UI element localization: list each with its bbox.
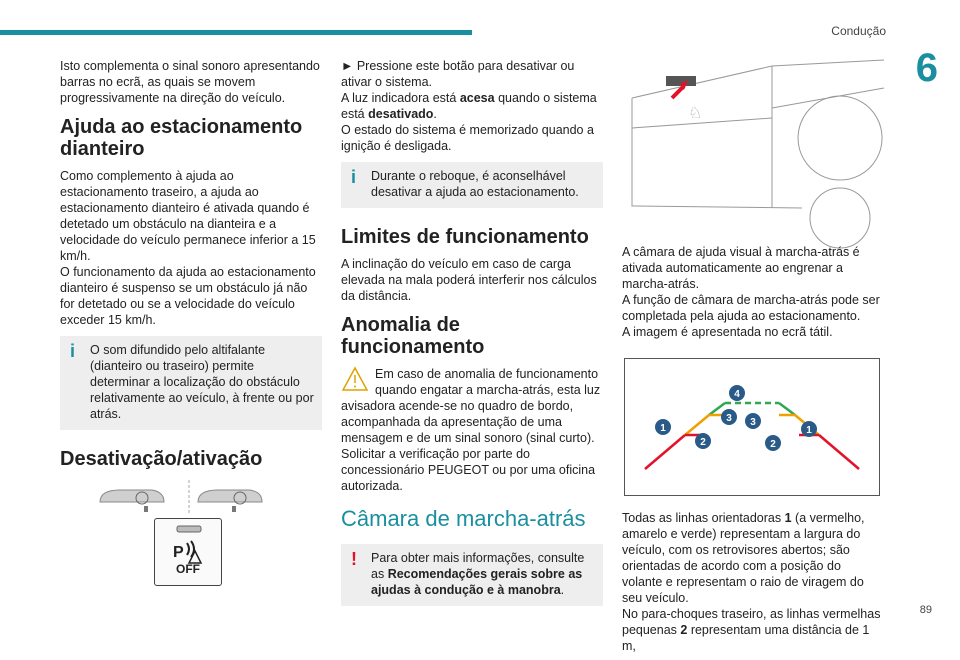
heading-anomaly: Anomalia de funcionamento (341, 314, 485, 358)
marker-2-right: 2 (770, 439, 776, 450)
marker-1-right: 1 (806, 425, 812, 436)
info-icon: i (351, 167, 357, 187)
warning-triangle-icon (341, 366, 369, 392)
lines-paragraph-2: No para-choques traseiro, as linhas vermelhas pequenas 2 representam uma distância de 1 m, (622, 607, 881, 653)
column-3 (622, 58, 884, 660)
front-parking-paragraph-1: Como complemento à ajuda ao estacionamento traseiro, a ajuda ao estacionamento dianteiro é ativada quando é detetado um obstáculo na dianteira e a velocidade do veículo permanece inferior a 15 km/h. (60, 169, 316, 263)
heading-camera: Câmara de marcha-atrás (341, 506, 586, 531)
marker-2-left: 2 (700, 437, 706, 448)
marker-3-left: 3 (726, 413, 732, 424)
heading-toggle: Desativação/ativação (60, 448, 263, 470)
camera-paragraph-2: A função de câmara de marcha-atrás pode ser completada pela ajuda ao estacionamento. (622, 293, 880, 323)
column-1 (60, 58, 322, 608)
chapter-title: Condução (831, 24, 886, 38)
off-label: OFF (176, 562, 200, 576)
info-icon: i (70, 341, 76, 361)
marker-1-left: 1 (660, 423, 666, 434)
steering-controls-illustration (60, 478, 322, 608)
steering-wheel-icon (60, 478, 322, 518)
anomaly-paragraph-1: Em caso de anomalia de funcionamento quando engatar a marcha-atrás, esta luz avisadora acende-se no quadro de bordo, acompanhada da apresentação de uma mensagem e de um sinal sonoro (sinal curto). (341, 367, 601, 445)
anomaly-block (341, 366, 603, 494)
marker-3-right: 3 (750, 417, 756, 428)
intro-paragraph: Isto complementa o sinal sonoro apresentando barras no ecrã, as quais se movem progressivamente na direção do veículo. (60, 59, 320, 105)
heading-limits: Limites de funcionamento (341, 226, 589, 248)
press-paragraph-3: O estado do sistema é memorizado quando a ignição é desligada. (341, 123, 594, 153)
heading-front-parking: Ajuda ao estacionamento dianteiro (60, 116, 303, 160)
page-number: 89 (919, 604, 932, 616)
park-assist-off-button[interactable] (154, 518, 222, 586)
svg-text:♘: ♘ (688, 105, 703, 122)
info-note-text: O som difundido pelo altifalante (dianteiro ou traseiro) permite determinar a localização do obstáculo relativamente ao veículo, à frente ou por atrás. (90, 343, 314, 421)
marker-4: 4 (734, 389, 740, 400)
limits-paragraph: A inclinação do veículo em caso de carga elevada na mala poderá interferir nos cálculos da distância. (341, 257, 597, 303)
column-2 (341, 58, 603, 616)
exclamation-icon: ! (351, 549, 357, 569)
chapter-number: 6 (915, 46, 938, 90)
warning-note-more-info: ! Para obter mais informações, consulte as Recomendações gerais sobre as ajudas à condução e à manobra. (341, 544, 603, 606)
svg-text:P: P (173, 544, 184, 561)
chapter-color-bar (0, 30, 472, 35)
truck-rear-camera-illustration (622, 58, 884, 230)
camera-paragraph-1: A câmara de ajuda visual à marcha-atrás é ativada automaticamente ao engrenar a marcha-atrás. (622, 245, 860, 291)
lines-paragraph-1: Todas as linhas orientadoras 1 (a vermelho, amarelo e verde) representam a largura do veículo, com os retrovisores abertos; são orientadas de acordo com a posição do volante e representam o raio de viragem do seu veículo. (622, 511, 865, 605)
anomaly-paragraph-2: Solicitar a verificação por parte do concessionário PEUGEOT ou por uma oficina autorizada. (341, 447, 596, 493)
front-parking-paragraph-2: O funcionamento da ajuda ao estacionamento dianteiro é suspenso se um obstáculo já não for detetado ou se a velocidade do veículo exceder 15 km/h. (60, 265, 316, 327)
camera-guidelines-image (624, 358, 880, 496)
press-paragraph-1: ► Pressione este botão para desativar ou ativar o sistema. (341, 59, 575, 89)
info-note-sound (60, 336, 322, 430)
camera-paragraph-3: A imagem é apresentada no ecrã tátil. (622, 325, 833, 339)
press-paragraph-2: A luz indicadora está acesa quando o sistema está desativado. (341, 91, 597, 121)
info-note-tow (341, 162, 603, 208)
info-note-text: Durante o reboque, é aconselhável desativar a ajuda ao estacionamento. (371, 169, 579, 199)
guidelines-diagram (625, 359, 879, 495)
